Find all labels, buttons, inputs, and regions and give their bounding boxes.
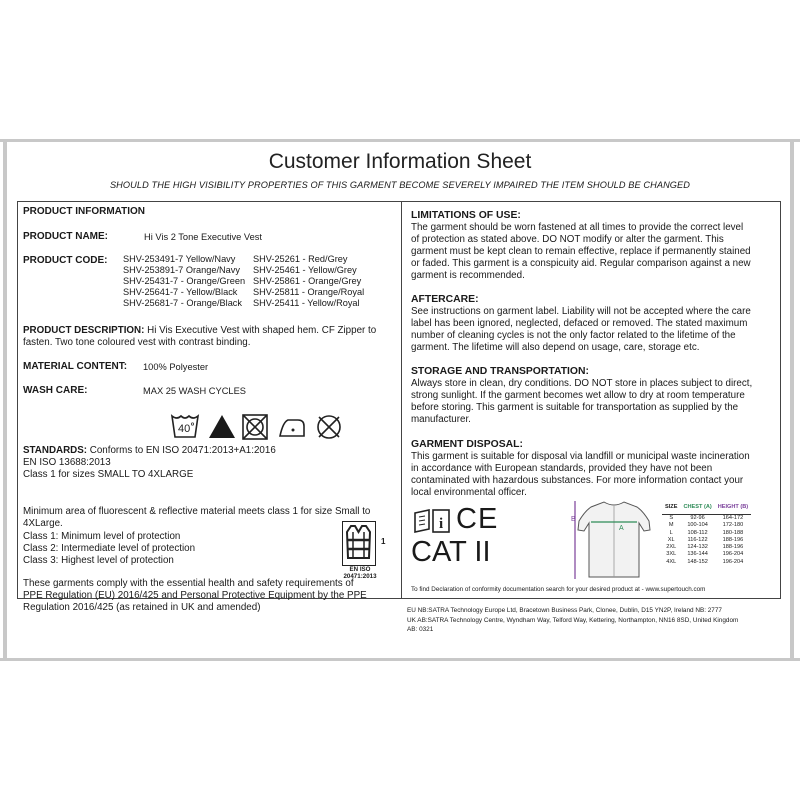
product-description [23, 325, 395, 349]
table-row [662, 551, 751, 558]
product-info-heading: PRODUCT INFORMATION [23, 206, 146, 217]
warning-banner: SHOULD THE HIGH VISIBILITY PROPERTIES OF THIS GARMENT BECOME SEVERELY IMPAIRED THE ITEM SHOULD BE CHANGED [109, 180, 691, 190]
disposal-line: local environmental officer. [411, 487, 527, 498]
size-chart-header [662, 502, 751, 515]
product-description-label: PRODUCT DESCRIPTION: [23, 325, 145, 336]
product-code-label: PRODUCT CODE: [23, 255, 108, 266]
cat-ii-label: CAT II [411, 536, 491, 568]
height-cell: 188-196 [722, 544, 744, 551]
disposal-line: contaminated with hazardous substances. For more information contact your [411, 475, 744, 486]
minimum-area-line: 4XLarge. [23, 518, 63, 529]
disposal-section [411, 439, 771, 499]
hi-vis-vest-icon [343, 522, 374, 564]
limitations-line: garment is recommended. [411, 270, 525, 281]
aftercare-section [411, 294, 771, 354]
product-description-text: Hi Vis Executive Vest with shaped hem. CF Zipper to [147, 325, 377, 336]
read-instructions-icon [412, 507, 452, 533]
size-cell: 4XL [666, 558, 677, 565]
declaration-text: To find Declaration of conformity documentation search for your desired product at - www.supertouch.com [411, 586, 706, 593]
chest-cell: 148-152 [687, 558, 708, 565]
storage-line: manufacturer. [411, 414, 471, 425]
height-cell: 196-204 [722, 551, 744, 558]
do-not-dry-clean-icon [315, 413, 343, 441]
ce-mark: CE [456, 503, 499, 535]
ppe-line: Regulation 2016/425 (as retained in UK and amended) [23, 602, 261, 613]
standards-block [23, 445, 276, 481]
do-not-tumble-dry-icon [241, 413, 269, 441]
class-1-text: Class 1: Minimum level of protection [23, 531, 181, 542]
en-iso-label-line: EN ISO [349, 566, 371, 573]
height-header: HEIGHT (B) [715, 502, 751, 515]
page-title: Customer Information Sheet [268, 150, 532, 173]
product-codes-column-1 [123, 254, 245, 309]
limitations-line: of protection as stated above. DO NOT modify or alter the garment. This [411, 234, 724, 245]
product-code: SHV-25681-7 - Orange/Black [123, 297, 242, 308]
storage-line: Always store in clean, dry conditions. DO NOT store in places subject to direct, [411, 378, 753, 389]
chest-cell: 108-112 [687, 529, 708, 536]
product-code: SHV-25461 - Yellow/Grey [253, 264, 357, 275]
height-cell: 172-180 [722, 522, 744, 529]
aftercare-line: number of cleaning cycles is not the only factor related to the lifetime of the [411, 330, 736, 341]
bleach-allowed-icon [207, 413, 237, 440]
chest-header: CHEST (A) [680, 502, 714, 515]
product-name-label: PRODUCT NAME: [23, 231, 108, 242]
product-code: SHV-253491-7 Yellow/Navy [123, 254, 236, 264]
disposal-line: This garment is suitable for disposal via landfill or municipal waste incineration [411, 451, 750, 462]
limitations-line: garment must be kept clean to remain effective, replace if permanently stained [411, 246, 751, 257]
product-code: SHV-25261 - Red/Grey [253, 254, 348, 264]
svg-text:A: A [619, 525, 624, 532]
en-iso-label [346, 566, 374, 573]
iron-low-icon [277, 414, 307, 440]
size-chart-table [662, 502, 751, 566]
material-value: 100% Polyester [143, 362, 209, 372]
standards-text: Class 1 for sizes SMALL TO 4XLARGE [23, 469, 194, 480]
chest-cell: 124-132 [687, 544, 708, 551]
nb-line: UK AB:SATRA Technology Centre, Wyndham Way, Telford Way, Kettering, Northampton, NN16 8SD, United Kingdom [407, 616, 739, 624]
limitations-heading: LIMITATIONS OF USE: [411, 210, 521, 221]
size-cell: XL [667, 536, 675, 543]
storage-section [411, 366, 771, 426]
table-row [662, 530, 751, 537]
aftercare-line: garment. The lifetime will also depend on usage, care, storage etc. [411, 342, 700, 353]
storage-line: strong sunlight. If the garment becomes wet allow to dry at room temperature [411, 390, 745, 401]
en-iso-standard: 20471:2013 [343, 573, 377, 580]
size-cell: M [668, 522, 674, 529]
standards-text: Conforms to EN ISO 20471:2013+A1:2016 [89, 445, 276, 456]
chest-cell: 136-144 [687, 551, 708, 558]
product-code: SHV-253891-7 Orange/Navy [123, 264, 240, 275]
product-code: SHV-25811 - Orange/Royal [253, 286, 365, 297]
disposal-line: in accordance with European standards, provided they have not been [411, 463, 713, 474]
aftercare-heading: AFTERCARE: [411, 294, 479, 305]
product-codes-column-2 [253, 254, 364, 309]
wash-care-label: WASH CARE: [23, 385, 88, 396]
size-header: SIZE [662, 502, 680, 515]
product-code: SHV-25861 - Orange/Grey [253, 275, 362, 286]
aftercare-line: label has been ignored, neglected, defaced or removed. The stated maximum [411, 318, 748, 329]
standards-text: EN ISO 13688:2013 [23, 457, 111, 468]
wash-40-icon [170, 412, 200, 440]
chest-cell: 92-96 [690, 515, 705, 521]
table-row [662, 559, 751, 566]
ppe-line: These garments comply with the essential health and safety requirements of [23, 578, 354, 589]
minimum-area-line: Minimum area of fluorescent & reflective material meets class 1 for size Small to [23, 506, 371, 517]
product-code: SHV-25411 - Yellow/Royal [253, 297, 360, 308]
limitations-line: The garment should be worn fastened at all times to provide the correct level [411, 222, 744, 233]
chest-cell: 100-104 [687, 522, 708, 529]
table-row [662, 544, 751, 551]
product-code: SHV-25641-7 - Yellow/Black [123, 286, 238, 297]
disposal-heading: GARMENT DISPOSAL: [411, 439, 523, 450]
svg-text:B: B [571, 516, 576, 523]
class-3-text: Class 3: Highest level of protection [23, 555, 174, 566]
storage-line: before storing. This garment is suitable for transportation as supplied by the [411, 402, 739, 413]
size-cell: 3XL [666, 551, 677, 558]
svg-text:i: i [439, 516, 444, 532]
height-cell: 188-196 [722, 536, 744, 543]
size-cell: S [669, 515, 674, 521]
table-row [662, 515, 751, 523]
size-cell: 2XL [666, 544, 677, 551]
ppe-line: PPE Regulation (EU) 2016/425 and Personal Protective Equipment by the PPE [23, 590, 367, 601]
table-row [662, 537, 751, 544]
svg-text:40: 40 [178, 423, 191, 435]
class-list [23, 531, 195, 567]
material-label: MATERIAL CONTENT: [23, 361, 128, 372]
standards-label: STANDARDS: [23, 445, 88, 456]
height-cell: 180-188 [722, 529, 744, 536]
nb-line: EU NB:SATRA Technology Europe Ltd, Bracetown Business Park, Clonee, Dublin, D15 YN2P, Ireland NB: 2777 [407, 607, 722, 614]
product-name-value: Hi Vis 2 Tone Executive Vest [144, 232, 262, 242]
iso-class-number: 1 [381, 537, 386, 546]
table-row [662, 522, 751, 529]
product-code: SHV-25431-7 - Orange/Green [123, 275, 246, 286]
class-2-text: Class 2: Intermediate level of protection [23, 543, 196, 554]
height-cell: 196-204 [722, 558, 744, 565]
height-cell: 164-172 [722, 515, 744, 521]
nb-line: AB: 0321 [407, 626, 434, 633]
ppe-compliance-text [23, 578, 397, 614]
chest-cell: 116-122 [687, 536, 708, 543]
wash-care-value: MAX 25 WASH CYCLES [143, 386, 246, 396]
limitations-line: or faded. This garment is a conspicuity aid. Regular comparison against a new [411, 258, 751, 269]
aftercare-line: See instructions on garment label. Liability will not be accepted where the care [411, 306, 751, 317]
garment-measurement-figure [571, 497, 657, 583]
en-iso-pictogram [342, 521, 376, 566]
storage-heading: STORAGE AND TRANSPORTATION: [411, 366, 589, 377]
product-description-text: fasten. Two tone coloured vest with contrast binding. [23, 337, 251, 348]
size-cell: L [669, 529, 673, 536]
limitations-section [411, 210, 771, 282]
minimum-area-text [23, 506, 397, 530]
notified-body-text [407, 606, 738, 635]
